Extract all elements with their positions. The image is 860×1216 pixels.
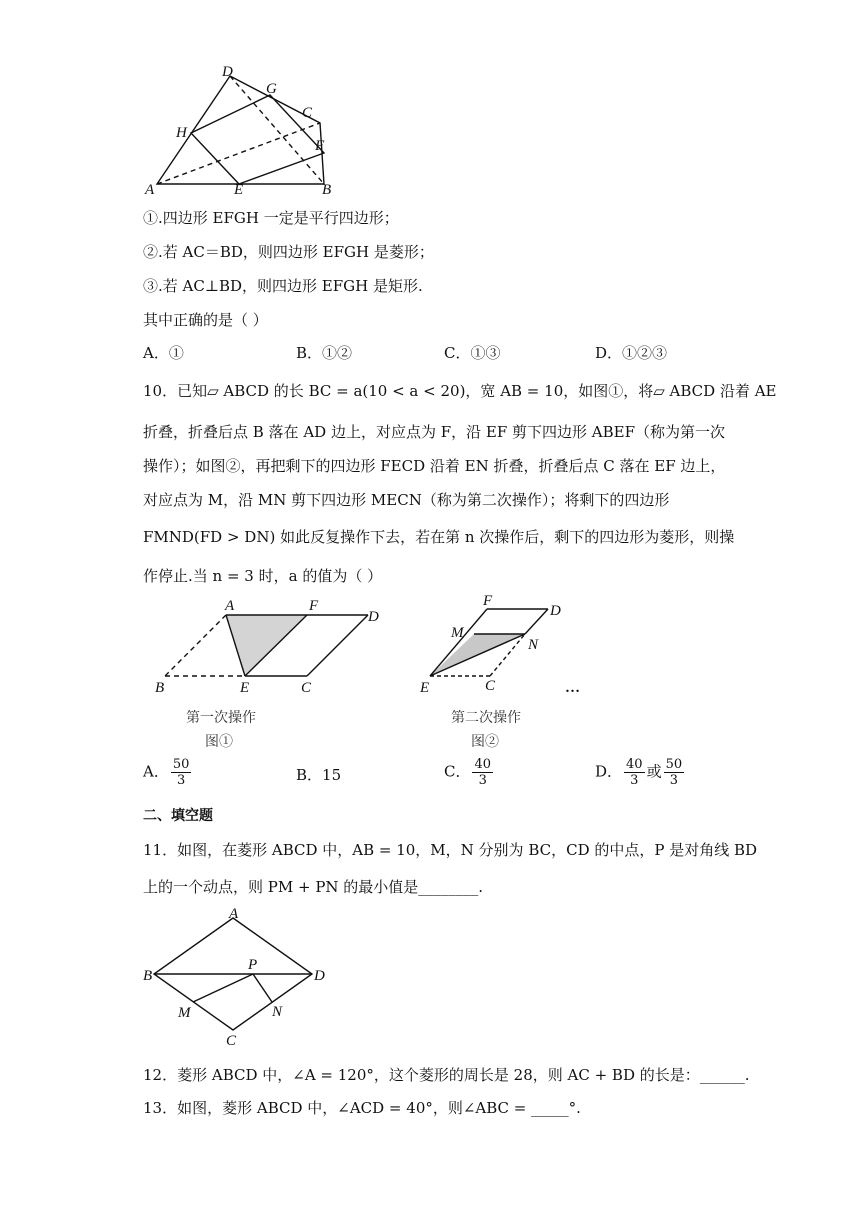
label-c: C bbox=[302, 105, 313, 121]
q9-statement-2: ②.若 AC＝BD，则四边形 EFGH 是菱形； bbox=[143, 243, 434, 261]
q10-line-6: 作停止.当 n = 3 时，a 的值为（ ） bbox=[143, 567, 383, 585]
q9-option-d[interactable]: D．①②③ bbox=[595, 344, 668, 362]
fig1-caption: 第一次操作 bbox=[186, 709, 256, 725]
q9-statement-1: ①.四边形 EFGH 一定是平行四边形； bbox=[143, 209, 399, 227]
q10-line-2: 折叠，折叠后点 B 落在 AD 边上，对应点为 F，沿 EF 剪下四边形 ABEF（称为第一次 bbox=[143, 423, 726, 441]
fraction: $\frac{50}{3}$ bbox=[172, 757, 190, 788]
fig3-label-n: N bbox=[272, 1004, 283, 1020]
fig3-label-p: P bbox=[248, 957, 258, 973]
fig2-label-e: E bbox=[420, 680, 430, 696]
figure-quadrilateral-efgh bbox=[140, 62, 360, 202]
fig1-label-b: B bbox=[155, 680, 165, 696]
q10-line-3: 操作）；如图②，再把剩下的四边形 FECD 沿着 EN 折叠，折叠后点 C 落在 EF 边上， bbox=[143, 457, 726, 475]
fig2-label-c: C bbox=[485, 678, 496, 694]
q13-line: 13．如图，菱形 ABCD 中，∠ACD = 40°，则∠ABC = _____°. bbox=[143, 1099, 581, 1117]
figure-rhombus-pmn bbox=[140, 903, 340, 1048]
label-e: E bbox=[234, 182, 244, 198]
fig1-label-c: C bbox=[301, 680, 312, 696]
q12-line: 12．菱形 ABCD 中，∠A = 120°，这个菱形的周长是 28，则 AC + BD 的长是：______. bbox=[143, 1066, 750, 1084]
q10-option-d[interactable]: D． $\frac{40}{3}$ 或 $\frac{50}{3}$ bbox=[595, 757, 683, 788]
section-heading: 二、填空题 bbox=[143, 807, 213, 823]
fig2-label-m: M bbox=[451, 625, 464, 641]
fig2-label-d: D bbox=[550, 603, 561, 619]
fraction: $\frac{40}{3}$ bbox=[474, 757, 492, 788]
fig1-label-e: E bbox=[240, 680, 250, 696]
figure-second-operation bbox=[415, 592, 595, 697]
q9-question: 其中正确的是（ ） bbox=[143, 311, 268, 329]
fig2-caption: 第二次操作 bbox=[451, 709, 521, 725]
q11-line-2: 上的一个动点，则 PM + PN 的最小值是________. bbox=[143, 878, 484, 896]
fig3-label-d: D bbox=[314, 968, 325, 984]
fig1-label-d: D bbox=[368, 609, 379, 625]
q10-line-4: 对应点为 M，沿 MN 剪下四边形 MECN（称为第二次操作）；将剩下的四边形 bbox=[143, 491, 670, 509]
fig3-label-b: B bbox=[143, 968, 153, 984]
fraction: $\frac{40}{3}$ bbox=[626, 757, 643, 788]
q10-line-1: 10．已知▱ ABCD 的长 BC = a(10 < a < 20)，宽 AB = 10，如图①，将▱ ABCD 沿着 AE bbox=[143, 382, 777, 400]
q9-option-a[interactable]: A．① bbox=[143, 344, 184, 362]
fig2-number: 图② bbox=[471, 733, 499, 749]
q10-option-c[interactable]: C． $\frac{40}{3}$ bbox=[444, 757, 492, 788]
fig1-label-f: F bbox=[309, 598, 319, 614]
q9-statement-3: ③.若 AC⊥BD，则四边形 EFGH 是矩形. bbox=[143, 277, 423, 295]
fig2-label-f: F bbox=[483, 593, 493, 609]
label-b: B bbox=[322, 182, 332, 198]
label-a: A bbox=[145, 182, 155, 198]
fig1-label-a: A bbox=[225, 598, 235, 614]
fig2-label-n: N bbox=[528, 637, 539, 653]
figure-first-operation bbox=[150, 595, 390, 700]
q10-option-a[interactable]: A． $\frac{50}{3}$ bbox=[143, 757, 190, 788]
label-h: H bbox=[176, 125, 187, 141]
fig3-label-c: C bbox=[226, 1033, 237, 1048]
fig2-ellipsis: … bbox=[565, 680, 580, 696]
label-g: G bbox=[266, 81, 277, 97]
q10-line-5: FMND(FD > DN) 如此反复操作下去，若在第 n 次操作后，剩下的四边形为菱形，则操 bbox=[143, 528, 735, 546]
q9-option-c[interactable]: C．①③ bbox=[444, 344, 501, 362]
q10-option-b[interactable]: B．15 bbox=[296, 766, 342, 784]
label-f: F bbox=[315, 138, 325, 154]
fig3-label-a: A bbox=[229, 906, 239, 922]
fig1-number: 图① bbox=[205, 733, 233, 749]
q9-option-b[interactable]: B．①② bbox=[296, 344, 353, 362]
label-d: D bbox=[222, 64, 233, 80]
fraction: $\frac{50}{3}$ bbox=[665, 757, 683, 788]
q11-line-1: 11．如图，在菱形 ABCD 中，AB = 10，M，N 分别为 BC，CD 的中点，P 是对角线 BD bbox=[143, 841, 758, 859]
fig3-label-m: M bbox=[178, 1005, 191, 1021]
